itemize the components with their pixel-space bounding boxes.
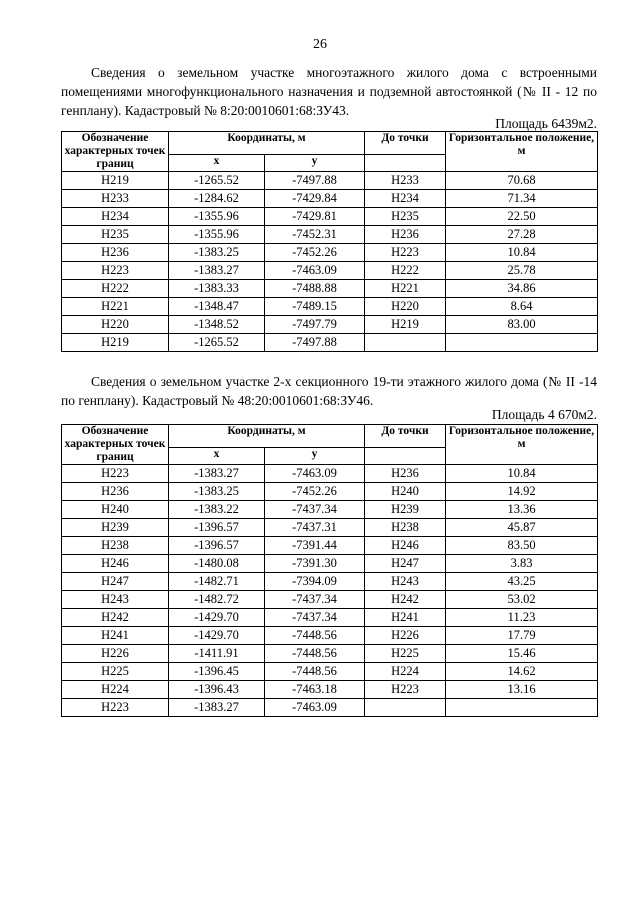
- distance-cell: 83.00: [446, 316, 598, 334]
- distance-cell: 22.50: [446, 208, 598, 226]
- point-cell: Н242: [62, 609, 169, 627]
- header-empty: [365, 154, 446, 172]
- header-point: Обозначение характерных точек границ: [62, 425, 169, 465]
- x-cell: -1265.52: [169, 334, 265, 352]
- y-cell: -7463.18: [265, 681, 365, 699]
- point-cell: Н235: [62, 226, 169, 244]
- to-point-cell: Н225: [365, 645, 446, 663]
- section-1-description: Сведения о земельном участке многоэтажного жилого дома с встроенными помещениями многофункционального назначения и подземной автостоянкой (№ II - 12 по генплану). Кадастровый № 8:20:0010601:68:ЗУ43.: [61, 65, 597, 118]
- to-point-cell: Н223: [365, 681, 446, 699]
- y-cell: -7452.26: [265, 483, 365, 501]
- distance-cell: 10.84: [446, 244, 598, 262]
- y-cell: -7437.34: [265, 501, 365, 519]
- distance-cell: 70.68: [446, 172, 598, 190]
- header-y: y: [265, 154, 365, 172]
- point-cell: Н239: [62, 519, 169, 537]
- to-point-cell: Н241: [365, 609, 446, 627]
- header-to-point: До точки: [365, 132, 446, 155]
- to-point-cell: Н238: [365, 519, 446, 537]
- to-point-cell: Н240: [365, 483, 446, 501]
- point-cell: Н221: [62, 298, 169, 316]
- x-cell: -1429.70: [169, 627, 265, 645]
- table-row: [62, 699, 598, 717]
- to-point-cell: Н235: [365, 208, 446, 226]
- distance-cell: 71.34: [446, 190, 598, 208]
- point-cell: Н220: [62, 316, 169, 334]
- y-cell: -7429.81: [265, 208, 365, 226]
- table-row: [62, 190, 598, 208]
- x-cell: -1348.47: [169, 298, 265, 316]
- table-row: [62, 334, 598, 352]
- distance-cell: 14.92: [446, 483, 598, 501]
- point-cell: Н219: [62, 334, 169, 352]
- point-cell: Н225: [62, 663, 169, 681]
- distance-cell: 45.87: [446, 519, 598, 537]
- x-cell: -1480.08: [169, 555, 265, 573]
- x-cell: -1348.52: [169, 316, 265, 334]
- distance-cell: [446, 334, 598, 352]
- header-x: x: [169, 154, 265, 172]
- point-cell: Н223: [62, 699, 169, 717]
- point-cell: Н247: [62, 573, 169, 591]
- table-row: [62, 573, 598, 591]
- table-row: [62, 591, 598, 609]
- distance-cell: 10.84: [446, 465, 598, 483]
- x-cell: -1429.70: [169, 609, 265, 627]
- header-point: Обозначение характерных точек границ: [62, 132, 169, 172]
- x-cell: -1396.57: [169, 537, 265, 555]
- distance-cell: 53.02: [446, 591, 598, 609]
- y-cell: -7394.09: [265, 573, 365, 591]
- y-cell: -7391.30: [265, 555, 365, 573]
- point-cell: Н238: [62, 537, 169, 555]
- point-cell: Н219: [62, 172, 169, 190]
- table-row: [62, 172, 598, 190]
- y-cell: -7448.56: [265, 645, 365, 663]
- to-point-cell: Н236: [365, 465, 446, 483]
- to-point-cell: Н226: [365, 627, 446, 645]
- header-coords: Координаты, м: [169, 425, 365, 448]
- distance-cell: 27.28: [446, 226, 598, 244]
- header-x: x: [169, 447, 265, 465]
- header-coords: Координаты, м: [169, 132, 365, 155]
- point-cell: Н236: [62, 244, 169, 262]
- x-cell: -1482.71: [169, 573, 265, 591]
- y-cell: -7437.34: [265, 609, 365, 627]
- distance-cell: 25.78: [446, 262, 598, 280]
- x-cell: -1284.62: [169, 190, 265, 208]
- distance-cell: [446, 699, 598, 717]
- to-point-cell: [365, 699, 446, 717]
- table-row: [62, 298, 598, 316]
- to-point-cell: Н247: [365, 555, 446, 573]
- to-point-cell: Н224: [365, 663, 446, 681]
- y-cell: -7448.56: [265, 627, 365, 645]
- x-cell: -1383.27: [169, 262, 265, 280]
- table-row: [62, 262, 598, 280]
- y-cell: -7488.88: [265, 280, 365, 298]
- to-point-cell: Н234: [365, 190, 446, 208]
- distance-cell: 11.23: [446, 609, 598, 627]
- table-row: [62, 465, 598, 483]
- table-row: [62, 280, 598, 298]
- to-point-cell: Н220: [365, 298, 446, 316]
- table-row: [62, 681, 598, 699]
- table-row: [62, 537, 598, 555]
- section-2-table: [61, 424, 598, 717]
- to-point-cell: Н239: [365, 501, 446, 519]
- x-cell: -1383.27: [169, 465, 265, 483]
- to-point-cell: [365, 334, 446, 352]
- distance-cell: 43.25: [446, 573, 598, 591]
- y-cell: -7463.09: [265, 262, 365, 280]
- y-cell: -7452.26: [265, 244, 365, 262]
- distance-cell: 13.36: [446, 501, 598, 519]
- table-row: [62, 555, 598, 573]
- header-y: y: [265, 447, 365, 465]
- point-cell: Н246: [62, 555, 169, 573]
- page-number: 26: [313, 37, 327, 52]
- table-row: [62, 519, 598, 537]
- distance-cell: 83.50: [446, 537, 598, 555]
- point-cell: Н241: [62, 627, 169, 645]
- x-cell: -1383.33: [169, 280, 265, 298]
- x-cell: -1411.91: [169, 645, 265, 663]
- y-cell: -7463.09: [265, 699, 365, 717]
- to-point-cell: Н221: [365, 280, 446, 298]
- point-cell: Н223: [62, 262, 169, 280]
- section-1-area: Площадь 6439м2.: [495, 116, 597, 131]
- y-cell: -7463.09: [265, 465, 365, 483]
- section-1-table: [61, 131, 598, 352]
- y-cell: -7497.88: [265, 334, 365, 352]
- to-point-cell: Н236: [365, 226, 446, 244]
- to-point-cell: Н222: [365, 262, 446, 280]
- y-cell: -7448.56: [265, 663, 365, 681]
- x-cell: -1383.27: [169, 699, 265, 717]
- distance-cell: 17.79: [446, 627, 598, 645]
- table-row: [62, 316, 598, 334]
- point-cell: Н224: [62, 681, 169, 699]
- y-cell: -7391.44: [265, 537, 365, 555]
- to-point-cell: Н223: [365, 244, 446, 262]
- x-cell: -1355.96: [169, 226, 265, 244]
- point-cell: Н223: [62, 465, 169, 483]
- x-cell: -1396.57: [169, 519, 265, 537]
- y-cell: -7429.84: [265, 190, 365, 208]
- table-row: [62, 627, 598, 645]
- x-cell: -1383.25: [169, 483, 265, 501]
- table-row: [62, 208, 598, 226]
- header-empty: [365, 447, 446, 465]
- distance-cell: 14.62: [446, 663, 598, 681]
- distance-cell: 15.46: [446, 645, 598, 663]
- y-cell: -7437.31: [265, 519, 365, 537]
- distance-cell: 3.83: [446, 555, 598, 573]
- distance-cell: 8.64: [446, 298, 598, 316]
- to-point-cell: Н246: [365, 537, 446, 555]
- table-row: [62, 645, 598, 663]
- x-cell: -1383.22: [169, 501, 265, 519]
- distance-cell: 34.86: [446, 280, 598, 298]
- header-distance: Горизонтальное положение, м: [446, 425, 598, 465]
- table-row: [62, 226, 598, 244]
- to-point-cell: Н242: [365, 591, 446, 609]
- point-cell: Н243: [62, 591, 169, 609]
- point-cell: Н233: [62, 190, 169, 208]
- table-row: [62, 663, 598, 681]
- point-cell: Н222: [62, 280, 169, 298]
- y-cell: -7489.15: [265, 298, 365, 316]
- point-cell: Н226: [62, 645, 169, 663]
- x-cell: -1355.96: [169, 208, 265, 226]
- x-cell: -1265.52: [169, 172, 265, 190]
- header-to-point: До точки: [365, 425, 446, 448]
- header-distance: Горизонтальное положение, м: [446, 132, 598, 172]
- table-row: [62, 244, 598, 262]
- x-cell: -1383.25: [169, 244, 265, 262]
- point-cell: Н234: [62, 208, 169, 226]
- x-cell: -1396.43: [169, 681, 265, 699]
- x-cell: -1396.45: [169, 663, 265, 681]
- to-point-cell: Н219: [365, 316, 446, 334]
- point-cell: Н236: [62, 483, 169, 501]
- x-cell: -1482.72: [169, 591, 265, 609]
- section-2-description: Сведения о земельном участке 2-х секционного 19-ти этажного жилого дома (№ II -14 по генплану). Кадастровый № 48:20:0010601:68:ЗУ46.: [61, 374, 597, 408]
- y-cell: -7452.31: [265, 226, 365, 244]
- table-row: [62, 609, 598, 627]
- y-cell: -7497.88: [265, 172, 365, 190]
- table-row: [62, 501, 598, 519]
- distance-cell: 13.16: [446, 681, 598, 699]
- to-point-cell: Н243: [365, 573, 446, 591]
- table-row: [62, 483, 598, 501]
- section-2-area: Площадь 4 670м2.: [491, 407, 597, 422]
- y-cell: -7437.34: [265, 591, 365, 609]
- to-point-cell: Н233: [365, 172, 446, 190]
- point-cell: Н240: [62, 501, 169, 519]
- y-cell: -7497.79: [265, 316, 365, 334]
